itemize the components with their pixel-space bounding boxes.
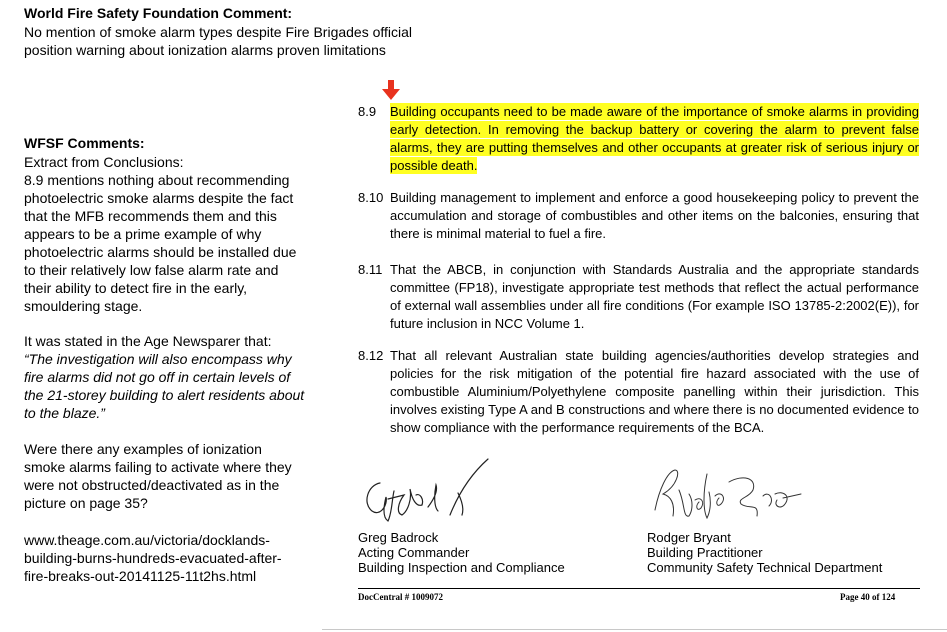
footer-divider — [358, 588, 920, 589]
signatory-name: Greg Badrock — [358, 530, 439, 545]
foundation-comment-text: No mention of smoke alarm types despite Fire Brigades official position warning about ionization alarms proven limitations — [24, 24, 413, 58]
signature-bryant-icon — [645, 460, 805, 532]
finding-8-11 — [358, 261, 920, 333]
foundation-comment-heading: World Fire Safety Foundation Comment: — [24, 5, 293, 21]
finding-number: 8.10 — [358, 190, 384, 205]
finding-text: That the ABCB, in conjunction with Standards Australia and the appropriate standards committee (FP18), investigate appropriate test methods that reflect the actual performance of external wall assemblies under all fire conditions (For example ISO 13785-2:2002(E)), for future inclusion in NCC Volume 1. — [390, 262, 919, 331]
finding-number: 8.11 — [358, 262, 383, 277]
signatory-unit: Community Safety Technical Department — [647, 560, 883, 575]
signatory-unit: Building Inspection and Compliance — [358, 560, 565, 575]
page-edge-divider — [322, 629, 947, 630]
signatory-badrock — [358, 530, 565, 575]
finding-number: 8.9 — [358, 104, 377, 119]
signatory-title: Building Practitioner — [647, 545, 763, 560]
finding-text-highlighted: Building occupants need to be made aware of the importance of smoke alarms in providing early detection. In removing the backup battery or covering the alarm to prevent false alarms, they are putting themselves and other occupants at greater risk of serious injury or possible death. — [390, 104, 919, 173]
doc-reference: DocCentral # 1009072 — [358, 592, 443, 602]
finding-8-10 — [358, 189, 920, 243]
red-down-arrow-icon — [380, 80, 402, 100]
conclusions-extract: Extract from Conclusions: 8.9 mentions nothing about recommending photoelectric smoke alarms despite the fact that the MFB recommends them and this appears to be a prime example of why photoelectric alarms should be installed due to their relatively low false alarm rate and their ability to detect fire in the early, smouldering stage. — [24, 154, 297, 314]
finding-text: That all relevant Australian state building agencies/authorities develop strategies and policies for the risk mitigation of the potential fire hazard associated with the use of combustible Aluminium/Polyethylene composite panelling within their jurisdiction. This involves existing Type A and B constructions and where there is no documented evidence to show compliance with the performance requirements of the BCA. — [390, 348, 919, 435]
wfsf-comments-heading: WFSF Comments: — [24, 135, 145, 151]
finding-8-12 — [358, 347, 920, 437]
signatory-name: Rodger Bryant — [647, 530, 731, 545]
age-newspaper-intro: It was stated in the Age Newsparer that: — [24, 333, 272, 349]
finding-8-9 — [358, 103, 920, 175]
signatory-bryant — [647, 530, 882, 575]
page-number: Page 40 of 124 — [840, 592, 896, 602]
finding-text: Building management to implement and enforce a good housekeeping policy to prevent the accumulation and storage of combustibles and other items on the balconies, ensuring that there is minimal material to fuel a fire. — [390, 190, 919, 241]
signature-badrock-icon — [358, 455, 498, 527]
finding-number: 8.12 — [358, 348, 384, 363]
signatory-title: Acting Commander — [358, 545, 470, 560]
source-url: www.theage.com.au/victoria/docklands- building-burns-hundreds-evacuated-after- fire-breaks-out-20141125-11t2hs.html — [24, 532, 282, 584]
ionization-question: Were there any examples of ionization smoke alarms failing to activate where they were not obstructed/deactivated as in the picture on page 35? — [24, 441, 292, 511]
age-newspaper-quote: “The investigation will also encompass why fire alarms did not go off in certain levels of the 21-storey building to alert residents about to the blaze.” — [24, 351, 305, 421]
